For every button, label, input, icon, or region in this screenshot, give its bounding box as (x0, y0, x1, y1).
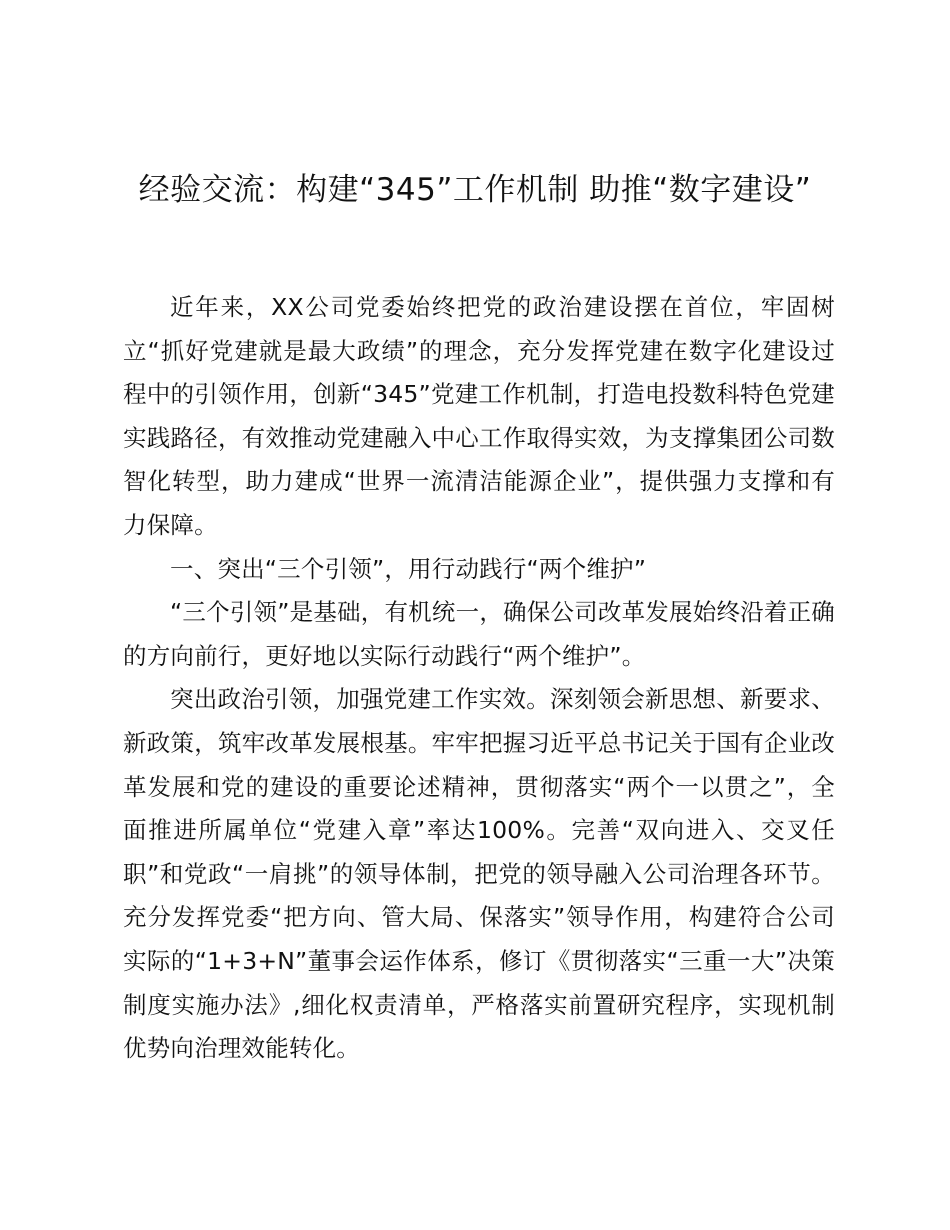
paragraph-intro: 近年来，XX公司党委始终把党的政治建设摆在首位，牢固树立“抓好党建就是最大政绩”的理念，充分发挥党建在数字化建设过程中的引领作用，创新“345”党建工作机制，打造电投数科特色党建实践路径，有效推动党建融入中心工作取得实效，为支撑集团公司数智化转型，助力建成“世界一流清洁能源企业”，提供强力支撑和有力保障。 (123, 293, 835, 539)
paragraph-three-leads: “三个引领”是基础，有机统一，确保公司改革发展始终沿着正确的方向前行，更好地以实际行动践行“两个维护”。 (123, 598, 835, 670)
section-heading-1: 一、突出“三个引领”，用行动践行“两个维护” (170, 554, 647, 583)
document-title: 经验交流：构建“345”工作机制 助推“数字建设” (138, 172, 812, 208)
paragraph-political-lead: 突出政治引领，加强党建工作实效。深刻领会新思想、新要求、新政策，筑牢改革发展根基。牢牢把握习近平总书记关于国有企业改革发展和党的建设的重要论述精神，贯彻落实“两个一以贯之”，全面推进所属单位“党建入章”率达100%。完善“双向进入、交叉任职”和党政“一肩挑”的领导体制，把党的领导融入公司治理各环节。充分发挥党委“把方向、管大局、保落实”领导作用，构建符合公司实际的“1+3+N”董事会运作体系，修订《贯彻落实“三重一大”决策制度实施办法》,细化权责清单，严格落实前置研究程序，实现机制优势向治理效能转化。 (123, 685, 835, 1063)
document-body (123, 286, 835, 1071)
